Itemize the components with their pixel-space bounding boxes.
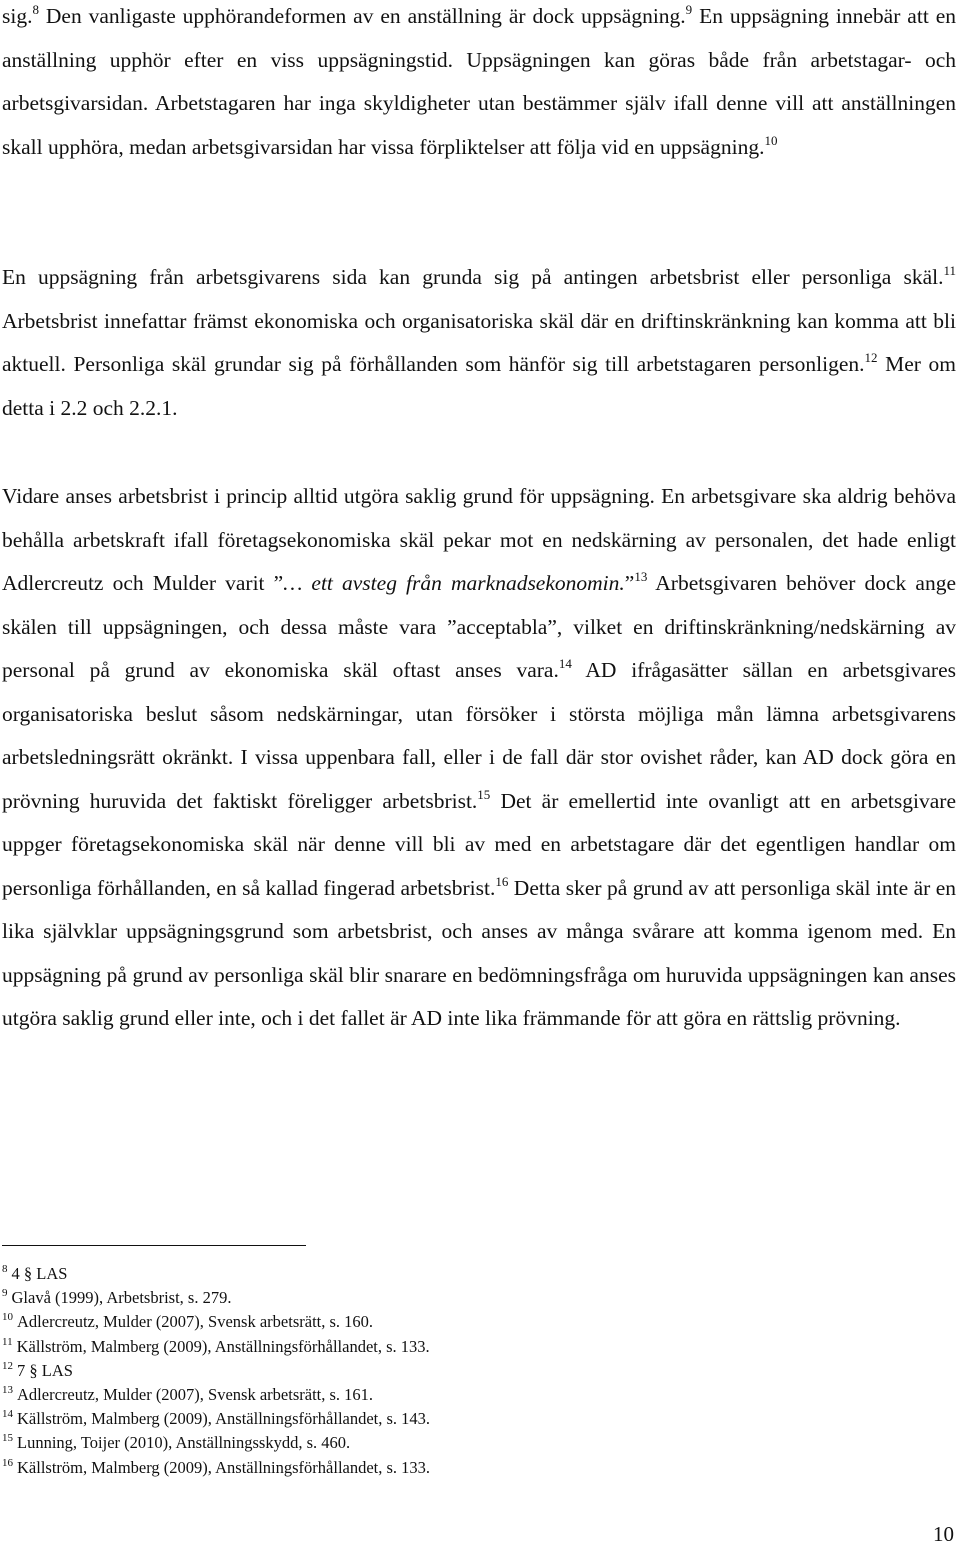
footnote-number: 9 [2, 1287, 8, 1300]
footnote-text: Glavå (1999), Arbetsbrist, s. 279. [11, 1288, 232, 1308]
footnote-reference: 16 [495, 873, 509, 889]
footnote-number: 11 [2, 1335, 13, 1348]
footnote-text: Lunning, Toijer (2010), Anställningsskydd, s. 460. [17, 1433, 351, 1453]
footnote [2, 1359, 902, 1383]
text-run: Arbetsbrist innefattar främst ekonomiska och organisatoriska skäl där en driftinskränkning kan komma att bli aktuell. Personliga skäl grundar sig på förhållanden som hänför sig till arbetstagaren personligen. [2, 308, 956, 376]
footnote [2, 1310, 902, 1334]
footnote [2, 1335, 902, 1359]
footnote-separator [2, 1245, 306, 1246]
footnote-text: Källström, Malmberg (2009), Anställningsförhållandet, s. 133. [17, 1457, 431, 1477]
footnote-text: 7 § LAS [17, 1360, 73, 1380]
text-run: Den vanligaste upphörandeformen av en anställning är dock uppsägning. [38, 4, 686, 28]
text-run: En uppsägning innebär att en anställning upphör efter en viss uppsägningstid. Uppsägningen kan göras både från arbetstagar- och arbetsgivarsidan. Arbetstagaren har inga skyldigheter utan bestämmer själv ifall denne vill att anställningen skall upphöra, medan arbetsgivarsidan har vissa förpliktelser att följa vid en uppsägning. [2, 4, 956, 159]
footnote [2, 1286, 902, 1310]
footnote-text: 4 § LAS [11, 1264, 68, 1283]
page-number: 10 [933, 1522, 954, 1546]
text-run: En uppsägning från arbetsgivarens sida kan grunda sig på antingen arbetsbrist eller personliga skäl. [2, 265, 944, 289]
footnote-reference: 10 [764, 132, 778, 148]
footnote-list [2, 1262, 902, 1480]
footnote-reference: 8 [32, 2, 39, 17]
footnote [2, 1407, 902, 1431]
footnote-reference: 11 [943, 263, 956, 278]
footnote-reference: 13 [634, 569, 648, 584]
text-run: Arbetsgivaren behöver dock ange skälen till uppsägningen, och dessa måste vara ”acceptabla”, vilket en driftinskränkning/nedskärning av personal på grund av ekonomiska skäl oftast anses vara. [2, 571, 956, 682]
footnote-number: 13 [2, 1384, 13, 1397]
paragraph-3 [2, 475, 956, 1041]
text-run: Detta sker på grund av att personliga skäl inte är en lika självklar uppsägningsgrund som arbetsbrist, och anses av många svårare att komma igenom med. En uppsägning på grund av personliga skäl blir snarare en bedömningsfråga om huruvida uppsägningen kan anses utgöra saklig grund eller inte, och i det fallet är AD inte lika främmande för att göra en rättslig prövning. [2, 875, 956, 1030]
footnote-text: Källström, Malmberg (2009), Anställningsförhållandet, s. 133. [16, 1336, 430, 1356]
footnote-text: Adlercreutz, Mulder (2007), Svensk arbetsrätt, s. 160. [17, 1312, 374, 1332]
footnote-text: Källström, Malmberg (2009), Anställningsförhållandet, s. 143. [17, 1409, 431, 1429]
text-run: ” [624, 571, 635, 595]
footnote-number: 8 [2, 1263, 8, 1275]
footnote [2, 1431, 902, 1455]
footnote-reference: 12 [864, 350, 878, 365]
text-run: Vidare anses arbetsbrist i princip alltid utgöra saklig grund för uppsägning. En arbetsgivare ska aldrig behöva behålla arbetskraft ifall företagsekonomiska skäl pekar mot en nedskärning av personalen, det hade enligt Adlercreutz och Mulder varit ” [2, 484, 956, 595]
text-run: Mer om detta i 2.2 och 2.2.1. [2, 352, 956, 420]
footnote-number: 12 [2, 1359, 13, 1372]
text-run: Det är emellertid inte ovanligt att en arbetsgivare uppger företagsekonomiska skäl när denne vill bli av med en arbetstagare där det egentligen handlar om personliga förhållanden, en så kallad fingerad arbetsbrist. [2, 788, 956, 900]
text-run: sig. [2, 4, 33, 28]
footnote-reference: 14 [558, 656, 572, 671]
footnote-reference: 9 [685, 2, 693, 17]
footnote-number: 10 [2, 1311, 13, 1324]
footnote [2, 1262, 902, 1286]
paragraph-1 [2, 0, 956, 169]
footnote-number: 14 [2, 1408, 13, 1421]
footnote-number: 16 [2, 1456, 13, 1469]
footnote [2, 1456, 902, 1480]
paragraph-2 [2, 256, 956, 430]
footnote [2, 1383, 902, 1407]
footnote-text: Adlercreutz, Mulder (2007), Svensk arbetsrätt, s. 161. [17, 1385, 374, 1405]
quoted-phrase: … ett avsteg från marknadsekonomin. [283, 571, 625, 595]
text-run: AD ifrågasätter sällan en arbetsgivares organisatoriska beslut såsom nedskärningar, utan försöker i största möjliga mån lämna arbetsgivarens arbetsledningsrätt okränkt. I vissa uppenbara fall, eller i de fall där stor ovishet råder, kan AD dock göra en prövning huruvida det faktiskt föreligger arbetsbrist. [2, 658, 956, 813]
footnote-number: 15 [2, 1432, 13, 1445]
footnote-reference: 15 [477, 786, 491, 802]
